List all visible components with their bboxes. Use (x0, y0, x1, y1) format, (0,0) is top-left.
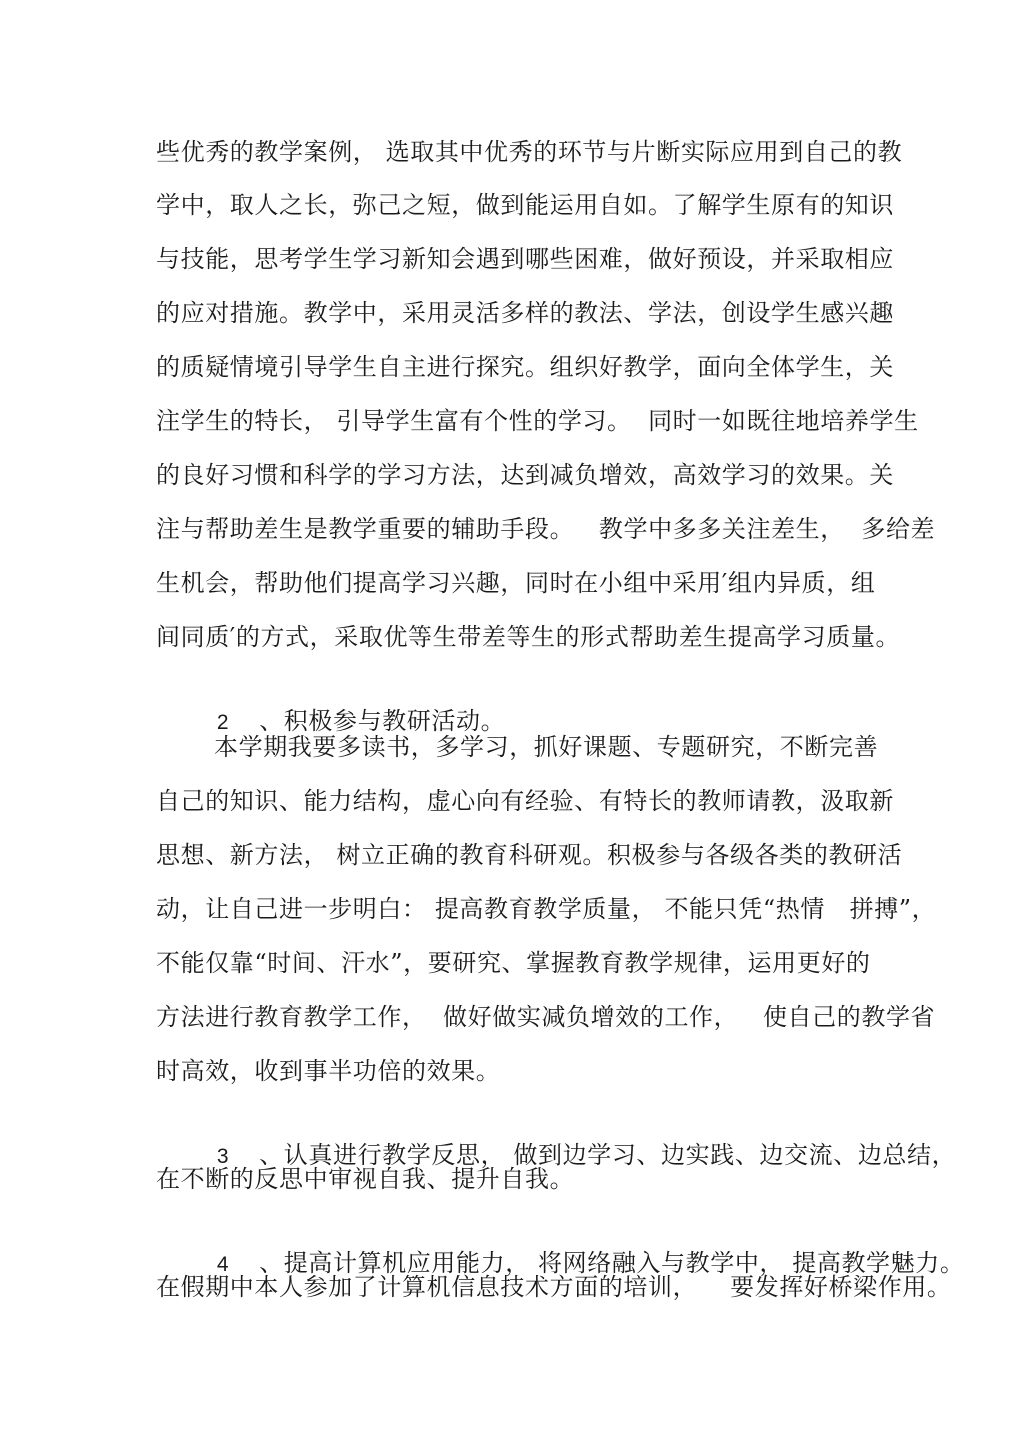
text-line: 在假期中本人参加了计算机信息技术方面的培训， 要发挥好桥梁作用。 (156, 1273, 952, 1301)
section-heading-text: 、认真进行教学反思， 做到边学习、边实践、边交流、边总结， (259, 1141, 957, 1169)
section-heading-text: 、积极参与教研活动。 (259, 707, 506, 735)
text-line: 的应对措施。教学中，采用灵活多样的教法、学法，创设学生感兴趣 (156, 299, 894, 327)
text-line: 与技能，思考学生学习新知会遇到哪些困难，做好预设，并采取相应 (156, 245, 894, 273)
text-line: 不能仅靠“时间、汗水”，要研究、掌握教育教学规律，运用更好的 (156, 949, 871, 977)
text-line: 在不断的反思中审视自我、提升自我。 (156, 1165, 575, 1193)
text-line: 的良好习惯和科学的学习方法，达到减负增效，高效学习的效果。关 (156, 461, 894, 489)
section-number: 3 (216, 1145, 230, 1168)
text-line: 自己的知识、能力结构，虚心向有经验、有特长的教师请教，汲取新 (156, 787, 894, 815)
section-number: 2 (216, 711, 230, 734)
text-line: 注与帮助差生是教学重要的辅助手段。 教学中多多关注差生， 多给差 (156, 515, 936, 543)
text-line: 动，让自己进一步明白： 提高教育教学质量， 不能只凭“热情 拼搏”， (156, 895, 937, 923)
text-line: 注学生的特长， 引导学生富有个性的学习。 同时一如既往地培养学生 (156, 407, 919, 435)
text-line: 的质疑情境引导学生自主进行探究。组织好教学，面向全体学生，关 (156, 353, 894, 381)
text-line: 间同质′的方式，采取优等生带差等生的形式帮助差生提高学习质量。 (156, 623, 901, 651)
text-line: 时高效，收到事半功倍的效果。 (156, 1057, 501, 1085)
text-line: 些优秀的教学案例， 选取其中优秀的环节与片断实际应用到自己的教 (156, 138, 903, 166)
text-line: 思想、新方法， 树立正确的教育科研观。积极参与各级各类的教研活 (156, 841, 903, 869)
text-line: 本学期我要多读书，多学习，抓好课题、专题研究，不断完善 (214, 733, 879, 761)
text-line: 方法进行教育教学工作， 做好做实减负增效的工作， 使自己的教学省 (156, 1003, 936, 1031)
text-line: 生机会，帮助他们提高学习兴趣，同时在小组中采用′组内异质，组 (156, 569, 876, 597)
text-line: 学中，取人之长，弥己之短，做到能运用自如。了解学生原有的知识 (156, 191, 894, 219)
section-heading-text: 、提高计算机应用能力， 将网络融入与教学中， 提高教学魅力。 (259, 1249, 965, 1277)
section-number: 4 (216, 1253, 230, 1276)
